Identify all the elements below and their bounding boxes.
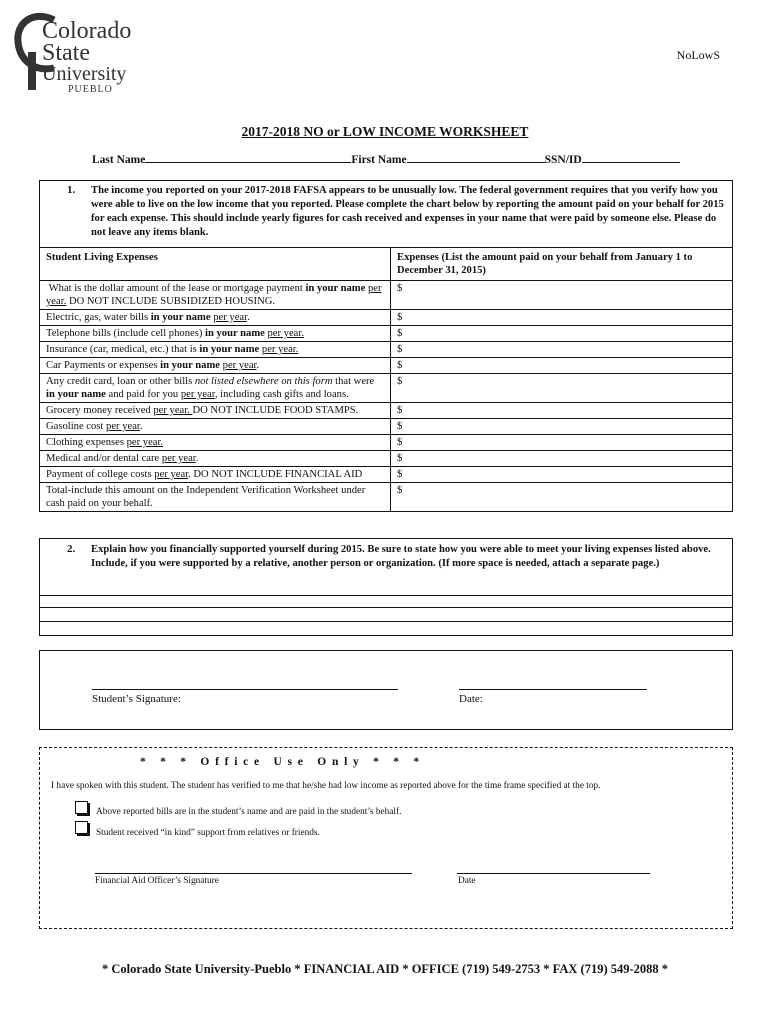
explanation-lines[interactable] — [39, 594, 733, 636]
expense-table — [39, 247, 733, 512]
expense-label-housing: What is the dollar amount of the lease or mortgage payment in your name per year. DO NOT INCLUDE SUBSIDIZED HOUSING. — [40, 281, 391, 310]
student-signature-line[interactable] — [92, 689, 398, 690]
page-title: 2017-2018 NO or LOW INCOME WORKSHEET — [241, 124, 529, 139]
expense-label-telephone: Telephone bills (include cell phones) in your name per year. — [40, 326, 391, 342]
office-statement: I have spoken with this student. The student has verified to me that he/she had low income as reported above for the time frame specified at the top. — [51, 781, 601, 791]
date-line[interactable] — [459, 689, 647, 690]
table-row — [40, 403, 733, 419]
footer-contact: * Colorado State University-Pueblo * FINANCIAL AID * OFFICE (719) 549-2753 * FAX (719) 549-2088 * — [101, 962, 669, 976]
table-header-row — [40, 248, 733, 281]
office-date-line[interactable] — [457, 873, 650, 874]
logo-text-pueblo: PUEBLO — [68, 84, 113, 94]
date-label: Date: — [459, 693, 483, 705]
amount-cell[interactable]: $ — [391, 358, 733, 374]
form-code: NoLowS — [676, 48, 720, 62]
table-row — [40, 435, 733, 451]
table-row — [40, 374, 733, 403]
logo-text-university: University — [42, 63, 127, 85]
expense-label-other-bills: Any credit card, loan or other bills not listed elsewhere on this form that were in your name and paid for you per year, including cash gifts and loans. — [40, 374, 391, 403]
amount-cell[interactable]: $ — [391, 451, 733, 467]
office-use-box — [39, 747, 733, 929]
amount-cell[interactable]: $ — [391, 310, 733, 326]
expense-label-car-payments: Car Payments or expenses in your name per year. — [40, 358, 391, 374]
column-header-expenses: Student Living Expenses — [40, 248, 391, 281]
expense-label-insurance: Insurance (car, medical, etc.) that is in your name per year. — [40, 342, 391, 358]
answer-line — [40, 607, 732, 608]
csu-pueblo-logo-mark — [14, 12, 164, 94]
table-row — [40, 419, 733, 435]
table-row — [40, 281, 733, 310]
expense-label-total: Total-include this amount on the Independent Verification Worksheet under cash paid on your behalf. — [40, 483, 391, 512]
table-row — [40, 358, 733, 374]
expense-label-utilities: Electric, gas, water bills in your name per year. — [40, 310, 391, 326]
amount-cell[interactable]: $ — [391, 419, 733, 435]
amount-cell[interactable]: $ — [391, 374, 733, 403]
table-row — [40, 326, 733, 342]
answer-line — [40, 621, 732, 622]
amount-cell[interactable]: $ — [391, 483, 733, 512]
last-name-label: Last Name — [92, 154, 146, 166]
logo-text-colorado: Colorado — [42, 18, 132, 44]
ssn-label: SSN/ID — [544, 154, 582, 166]
question-1-number: 1. — [67, 184, 76, 196]
amount-cell[interactable]: $ — [391, 326, 733, 342]
table-row — [40, 342, 733, 358]
column-header-amounts: Expenses (List the amount paid on your behalf from January 1 to December 31, 2015) — [391, 248, 733, 281]
amount-cell[interactable]: $ — [391, 281, 733, 310]
amount-cell[interactable]: $ — [391, 403, 733, 419]
first-name-label: First Name — [351, 154, 407, 166]
expense-label-grocery: Grocery money received per year. DO NOT INCLUDE FOOD STAMPS. — [40, 403, 391, 419]
university-logo — [14, 12, 164, 94]
checkbox-in-kind-support[interactable] — [75, 821, 88, 834]
checkbox-bills-verified[interactable] — [75, 801, 88, 814]
expense-label-college: Payment of college costs per year. DO NOT INCLUDE FINANCIAL AID — [40, 467, 391, 483]
amount-cell[interactable]: $ — [391, 467, 733, 483]
table-row — [40, 467, 733, 483]
office-date-label: Date — [458, 876, 476, 886]
first-name-field[interactable] — [407, 151, 545, 163]
question-1-text: The income you reported on your 2017-2018 FAFSA appears to be unusually low. The federal government requires that you verify how you were able to live on the low income that you reported. Please complete the chart below by reporting the amount paid on your behalf for 2015 for each expense. This should include yearly figures for cash received and expenses in your name that were paid by someone else. Please do not leave any items blank. — [91, 185, 724, 238]
expense-label-gasoline: Gasoline cost per year. — [40, 419, 391, 435]
officer-signature-label: Financial Aid Officer’s Signature — [95, 876, 219, 886]
amount-cell[interactable]: $ — [391, 435, 733, 451]
ssn-field[interactable] — [582, 151, 680, 163]
officer-signature-line[interactable] — [95, 873, 412, 874]
question-2-number: 2. — [67, 543, 76, 555]
table-row — [40, 310, 733, 326]
student-signature-label: Student’s Signature: — [92, 693, 181, 705]
logo-text-state: State — [42, 40, 90, 66]
last-name-field[interactable] — [145, 151, 351, 163]
table-row — [40, 451, 733, 467]
expense-label-clothing: Clothing expenses per year. — [40, 435, 391, 451]
expense-label-medical: Medical and/or dental care per year. — [40, 451, 391, 467]
office-use-title: * * * O f f i c e U s e O n l y * * * — [140, 756, 420, 768]
name-fields-row — [92, 151, 680, 166]
signature-box — [39, 650, 733, 730]
table-row — [40, 483, 733, 512]
checkbox-bills-label: Above reported bills are in the student’s name and are paid in the student’s behalf. — [96, 807, 402, 817]
question-2-text: Explain how you financially supported yourself during 2015. Be sure to state how you were able to meet your living expenses listed above. Include, if you were supported by a relative, another person or organization. (If more space is needed, attach a separate page.) — [91, 544, 711, 569]
amount-cell[interactable]: $ — [391, 342, 733, 358]
checkbox-in-kind-label: Student received “in kind” support from relatives or friends. — [96, 828, 320, 838]
